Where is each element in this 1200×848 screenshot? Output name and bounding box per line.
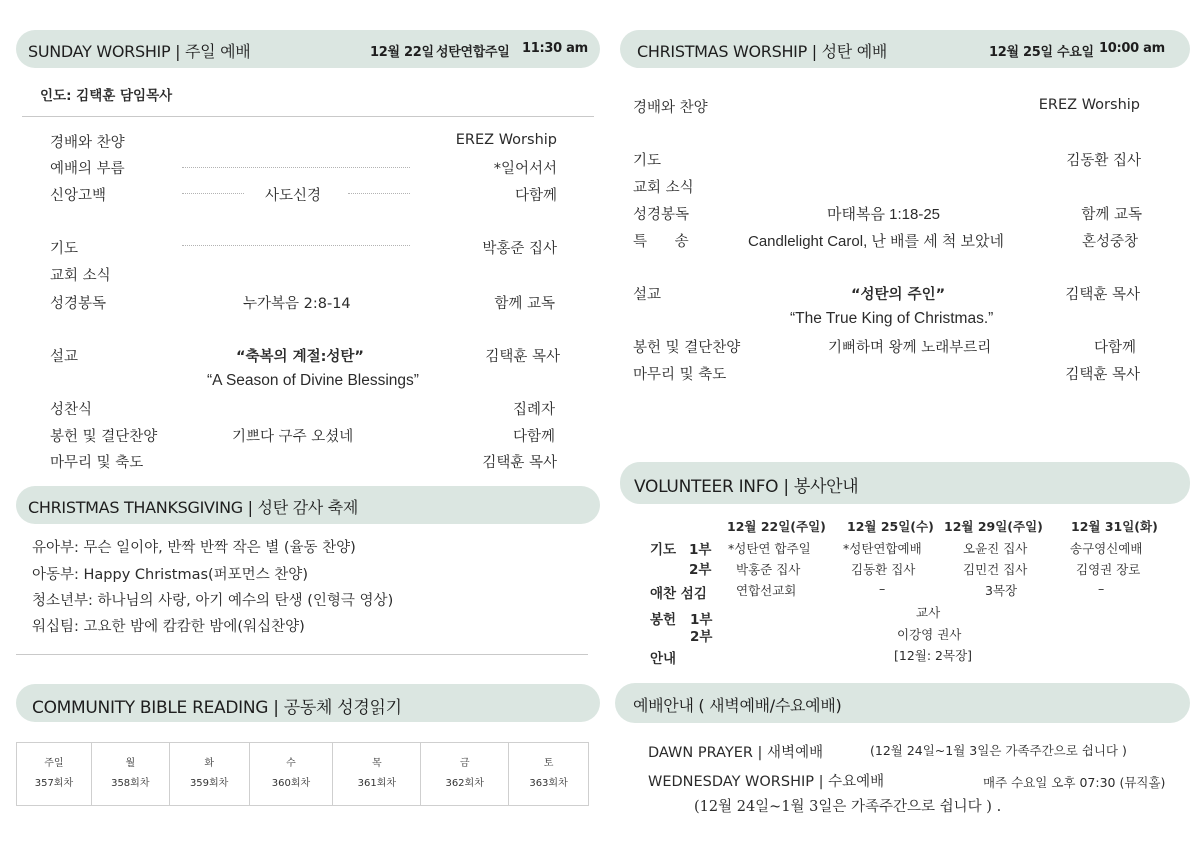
- christmas-title: CHRISTMAS WORSHIP | 성탄 예배: [637, 42, 888, 61]
- wednesday-note: (12월 24일~1월 3일은 가족주간으로 쉽니다 ) .: [694, 799, 1002, 815]
- order-label-benediction: 마무리 및 축도: [633, 367, 727, 383]
- order-right-prayer: 박홍준 집사: [482, 241, 557, 257]
- bible-day-cell: [169, 743, 249, 806]
- volunteer-guide: [12월: 2목장]: [894, 648, 973, 663]
- divider: [16, 654, 588, 655]
- order-center-offering: 기쁘다 구주 오셨네: [232, 429, 354, 445]
- divider: [22, 116, 594, 117]
- bible-count: 361회차: [357, 778, 397, 789]
- order-label-offering: 봉헌 및 결단찬양: [633, 340, 741, 356]
- bible-count: 358회차: [111, 778, 150, 789]
- volunteer-meal: 3목장: [985, 583, 1018, 598]
- volunteer-offering1: 교사: [916, 605, 941, 620]
- bible-reading-table: [16, 742, 589, 806]
- bible-day-cell: [17, 743, 92, 806]
- dawn-prayer-note: (12월 24일~1월 3일은 가족주간으로 쉽니다 ): [870, 743, 1127, 758]
- bible-count: 363회차: [529, 778, 568, 789]
- thanksgiving-item: 워십팀: 고요한 밤에 캄캄한 밤에(워십찬양): [32, 619, 305, 635]
- dotted-leader: [182, 193, 244, 194]
- volunteer-label-guide: 안내: [650, 651, 677, 667]
- volunteer-prayer1: *성탄연합예배: [843, 541, 922, 556]
- thanksgiving-header: [16, 486, 600, 524]
- bible-count: 359회차: [189, 778, 229, 789]
- volunteer-date: 12월 22일(주일): [727, 519, 826, 534]
- order-center-offering: 기뻐하며 왕께 노래부르리: [828, 340, 992, 356]
- order-right-communion: 집례자: [512, 402, 555, 418]
- bible-day: 금: [459, 758, 470, 769]
- order-label-news: 교회 소식: [633, 180, 694, 196]
- dotted-leader: [348, 193, 410, 194]
- order-right-call: *일어서서: [493, 161, 557, 177]
- order-label-scripture: 성경봉독: [50, 296, 107, 312]
- volunteer-label-offering1: 1부: [690, 612, 713, 628]
- sunday-header: [16, 30, 600, 68]
- order-label-prayer: 기도: [633, 153, 662, 169]
- bible-day-cell: [509, 743, 589, 806]
- order-right-offering: 다함께: [512, 429, 555, 445]
- order-right-scripture: 함께 교독: [1081, 207, 1142, 223]
- thanksgiving-title: CHRISTMAS THANKSGIVING | 성탄 감사 축제: [28, 498, 359, 517]
- volunteer-offering2: 이강영 권사: [897, 627, 962, 642]
- volunteer-label-offering2: 2부: [690, 629, 713, 645]
- bible-day: 수: [286, 758, 296, 769]
- sermon-subtitle: “A Season of Divine Blessings”: [207, 372, 419, 389]
- bible-day-cell: [91, 743, 169, 806]
- volunteer-meal: –: [1098, 581, 1105, 596]
- volunteer-header: [620, 462, 1190, 504]
- order-right-benediction: 김택훈 목사: [482, 455, 557, 471]
- order-right-offering: 다함께: [1093, 340, 1136, 356]
- bible-count: 360회차: [271, 778, 311, 789]
- sunday-time: 11:30 am: [522, 41, 588, 56]
- order-label-sermon: 설교: [50, 349, 79, 365]
- sunday-occasion: 성탄연합주일: [436, 45, 510, 60]
- bible-day: 화: [204, 758, 214, 769]
- dawn-prayer-title: DAWN PRAYER | 새벽예배: [648, 745, 824, 761]
- order-label-special: 특 송: [633, 234, 689, 250]
- order-right-creed: 다함께: [514, 188, 557, 204]
- bible-day: 주일: [44, 758, 64, 769]
- sermon-subtitle: “The True King of Christmas.”: [790, 310, 994, 327]
- bible-count: 362회차: [445, 778, 484, 789]
- order-right-special: 혼성중창: [1081, 234, 1138, 250]
- volunteer-prayer2: 김영권 장로: [1076, 562, 1141, 577]
- order-right-scripture: 함께 교독: [494, 296, 555, 312]
- volunteer-prayer2: 김민건 집사: [963, 562, 1028, 577]
- christmas-header: [620, 30, 1190, 68]
- bible-day: 목: [372, 758, 382, 769]
- order-label-praise: 경배와 찬양: [633, 100, 708, 116]
- sermon-title: “성탄의 주인”: [851, 287, 946, 303]
- order-label-call: 예배의 부름: [50, 161, 125, 177]
- order-right-sermon: 김택훈 목사: [1065, 287, 1140, 303]
- volunteer-prayer1: 오윤진 집사: [963, 541, 1028, 556]
- services-title: 예배안내 ( 새벽예배/수요예배): [633, 696, 842, 715]
- volunteer-prayer1: 송구영신예배: [1070, 541, 1143, 556]
- order-right-benediction: 김택훈 목사: [1065, 367, 1140, 383]
- order-label-benediction: 마무리 및 축도: [50, 455, 144, 471]
- sermon-title: “축복의 계절:성탄”: [236, 349, 364, 365]
- volunteer-prayer2: 김동환 집사: [851, 562, 916, 577]
- order-right-praise: EREZ Worship: [455, 132, 557, 148]
- volunteer-prayer1: *성탄연 합주일: [728, 541, 811, 556]
- order-label-communion: 성찬식: [50, 402, 93, 418]
- order-right-sermon: 김택훈 목사: [485, 349, 560, 365]
- thanksgiving-item: 청소년부: 하나님의 사랑, 아기 예수의 탄생 (인형극 영상): [32, 593, 394, 609]
- sunday-leader: 인도: 김택훈 담임목사: [40, 88, 173, 104]
- order-center-scripture: 누가복음 2:8-14: [243, 296, 351, 312]
- services-header: [615, 683, 1190, 723]
- bible-day: 토: [543, 758, 554, 769]
- volunteer-date: 12월 31일(화): [1071, 519, 1158, 534]
- order-center-creed: 사도신경: [265, 188, 322, 204]
- order-label-creed: 신앙고백: [50, 188, 107, 204]
- dotted-leader: [182, 245, 410, 246]
- volunteer-label-part1: 1부: [689, 542, 712, 558]
- bible-day-cell: [421, 743, 509, 806]
- volunteer-label-meal: 애찬 섬김: [650, 586, 707, 602]
- volunteer-prayer2: 박홍준 집사: [736, 562, 801, 577]
- volunteer-label-part2: 2부: [689, 562, 712, 578]
- order-center-scripture: 마태복음 1:18-25: [827, 206, 941, 223]
- order-label-offering: 봉헌 및 결단찬양: [50, 429, 158, 445]
- volunteer-title: VOLUNTEER INFO | 봉사안내: [634, 477, 859, 497]
- volunteer-meal: –: [879, 581, 886, 596]
- bible-day: 월: [125, 758, 136, 769]
- wednesday-title: WEDNESDAY WORSHIP | 수요예배: [648, 774, 885, 790]
- bible-count: 357회차: [34, 778, 74, 789]
- bible-title: COMMUNITY BIBLE READING | 공동체 성경읽기: [32, 698, 402, 718]
- christmas-date: 12월 25일 수요일: [989, 45, 1094, 60]
- sunday-title: SUNDAY WORSHIP | 주일 예배: [28, 42, 251, 61]
- volunteer-meal: 연합선교회: [736, 583, 797, 598]
- order-label-news: 교회 소식: [50, 268, 111, 284]
- volunteer-date: 12월 29일(주일): [944, 519, 1043, 534]
- order-center-special: Candlelight Carol, 난 배를 세 척 보았네: [748, 233, 1004, 250]
- order-label-sermon: 설교: [633, 287, 662, 303]
- dotted-leader: [182, 167, 410, 168]
- thanksgiving-item: 아동부: Happy Christmas(퍼포먼스 찬양): [32, 567, 308, 583]
- bible-header: [16, 684, 600, 722]
- sunday-date: 12월 22일: [370, 45, 434, 60]
- order-right-prayer: 김동환 집사: [1066, 153, 1141, 169]
- volunteer-date: 12월 25일(수): [847, 519, 934, 534]
- order-right-praise: EREZ Worship: [1038, 97, 1140, 113]
- wednesday-time: 매주 수요일 오후 07:30 (뮤직홀): [983, 775, 1166, 790]
- volunteer-label-offering: 봉헌: [650, 612, 677, 628]
- order-label-praise: 경배와 찬양: [50, 135, 125, 151]
- volunteer-label-prayer: 기도: [650, 542, 677, 558]
- order-label-prayer: 기도: [50, 241, 79, 257]
- bible-day-cell: [249, 743, 333, 806]
- thanksgiving-item: 유아부: 무슨 일이야, 반짝 반짝 작은 별 (율동 찬양): [32, 540, 356, 556]
- christmas-time: 10:00 am: [1099, 41, 1165, 56]
- order-label-scripture: 성경봉독: [633, 207, 690, 223]
- bible-day-cell: [333, 743, 421, 806]
